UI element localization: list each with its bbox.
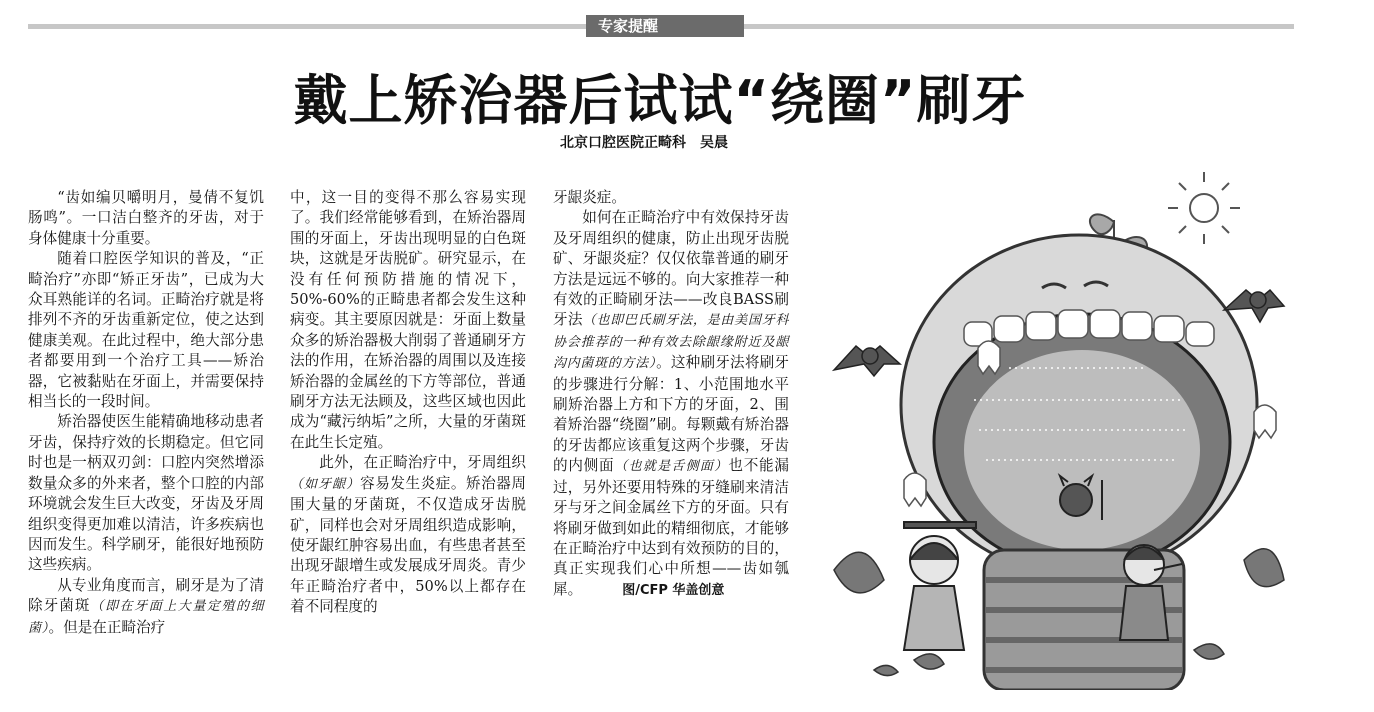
article-column-2 <box>290 188 526 618</box>
paragraph-text: 。但是在正畸治疗 <box>48 618 166 636</box>
paragraph <box>28 576 264 639</box>
sun-icon <box>1168 172 1240 244</box>
paragraph: 矫治器使医生能精确地移动患者牙齿，保持疗效的长期稳定。但它同时也是一柄双刃剑：口腔内突然增添数量众多的外来者，整个口腔的内部环境就会发生巨大改变，牙齿及牙周组织变得更加难以清洁，许多疾病也因而发生。科学刷牙，能很好地预防这些疾病。 <box>28 413 264 574</box>
inline-note: （如牙龈） <box>290 476 361 492</box>
illustration <box>814 150 1294 690</box>
paragraph <box>290 453 526 617</box>
inline-note: （也即巴氏刷牙法，是由美国牙科协会推荐的一种有效去除龈缘附近及龈沟内菌斑的方法） <box>553 313 789 372</box>
bat-germ-icon <box>834 346 900 376</box>
article-column-1 <box>28 188 264 639</box>
paragraph-text: 也不能漏过，另外还要用特殊的牙缝刷来清洁牙与牙之间金属丝下方的牙面。只有将刷牙做到如此的精细彻底，才能够在正畸治疗中达到有效预防的目的，真正实现我们心中所想——齿如瓠犀。 <box>553 457 789 598</box>
inline-note: （也就是舌侧面） <box>614 459 729 475</box>
tongue <box>964 350 1200 550</box>
paragraph-text: 从专业角度而言，刷牙是为了清除牙菌斑 <box>28 576 264 615</box>
cartoon-mouth-illustration <box>814 150 1294 690</box>
paragraph-text: 。这种刷牙法将刷牙的步骤进行分解：1、小范围地水平刷矫治器上方和下方的牙面，2、围着矫治器“绕圈”刷。每颗戴有矫治器的牙齿都应该重复这两个步骤，牙齿的内侧面 <box>553 354 789 475</box>
inline-note: （即在牙面上大量定殖的细菌） <box>28 599 264 636</box>
paragraph: 牙龈炎症。 <box>553 189 626 206</box>
article-column-3 <box>553 188 789 601</box>
paragraph <box>553 208 789 601</box>
photo-credit: 图/CFP 华盖创意 <box>622 582 725 598</box>
paragraph: “齿如编贝嚼明月，曼倩不复饥肠鸣”。一口洁白整齐的牙齿，对于身体健康十分重要。 <box>28 189 264 247</box>
byline: 北京口腔医院正畸科 吴晨 <box>560 135 728 151</box>
paragraph: 随着口腔医学知识的普及，“正畸治疗”亦即“矫正牙齿”，已成为大众耳熟能详的名词。正畸治疗就是将排列不齐的牙齿重新定位，使之达到健康美观。在此过程中，绝大部分患者都要用到一个治疗工具——矫治器，它被黏贴在牙面上，并需要保持相当长的一段时间。 <box>28 250 264 411</box>
headline: 戴上矫治器后试试“绕圈”刷牙 <box>293 69 1027 132</box>
girl-with-toothbrush-icon <box>904 522 976 650</box>
paragraph-text: 此外，在正畸治疗中，牙周组织 <box>319 454 526 472</box>
paragraph: 中，这一目的变得不那么容易实现了。我们经常能够看到，在矫治器周围的牙面上，牙齿出现明显的白色斑块，这就是牙齿脱矿。研究显示，在没有任何预防措施的情况下，50%-60%的正畸患者都会发生这种病变。其主要原因就是：牙面上数量众多的矫治器极大削弱了普通刷牙方法的作用，在矫治器的周围以及连接矫治器的金属丝的下方等部位，普通刷牙方法无法顾及，这些区域也因此成为“藏污纳垢”之所，大量的牙菌斑在此生长定殖。 <box>290 189 526 451</box>
section-tag: 专家提醒 <box>586 15 744 37</box>
paragraph-text: 容易发生炎症。矫治器周围大量的牙菌斑，不仅造成牙齿脱矿，同样也会对牙周组织造成影响，使牙龈红肿容易出血，有些患者甚至出现牙龈增生或发展成牙周炎。青少年正畸治疗者中，50%以上都存在着不同程度的 <box>290 474 526 616</box>
paragraph-text: 如何在正畸治疗中有效保持牙齿及牙周组织的健康，防止出现牙齿脱矿、牙龈炎症？仅仅依靠普通的刷牙方法是远远不够的。向大家推荐一种有效的正畸刷牙法——改良BASS刷牙法 <box>553 209 789 329</box>
